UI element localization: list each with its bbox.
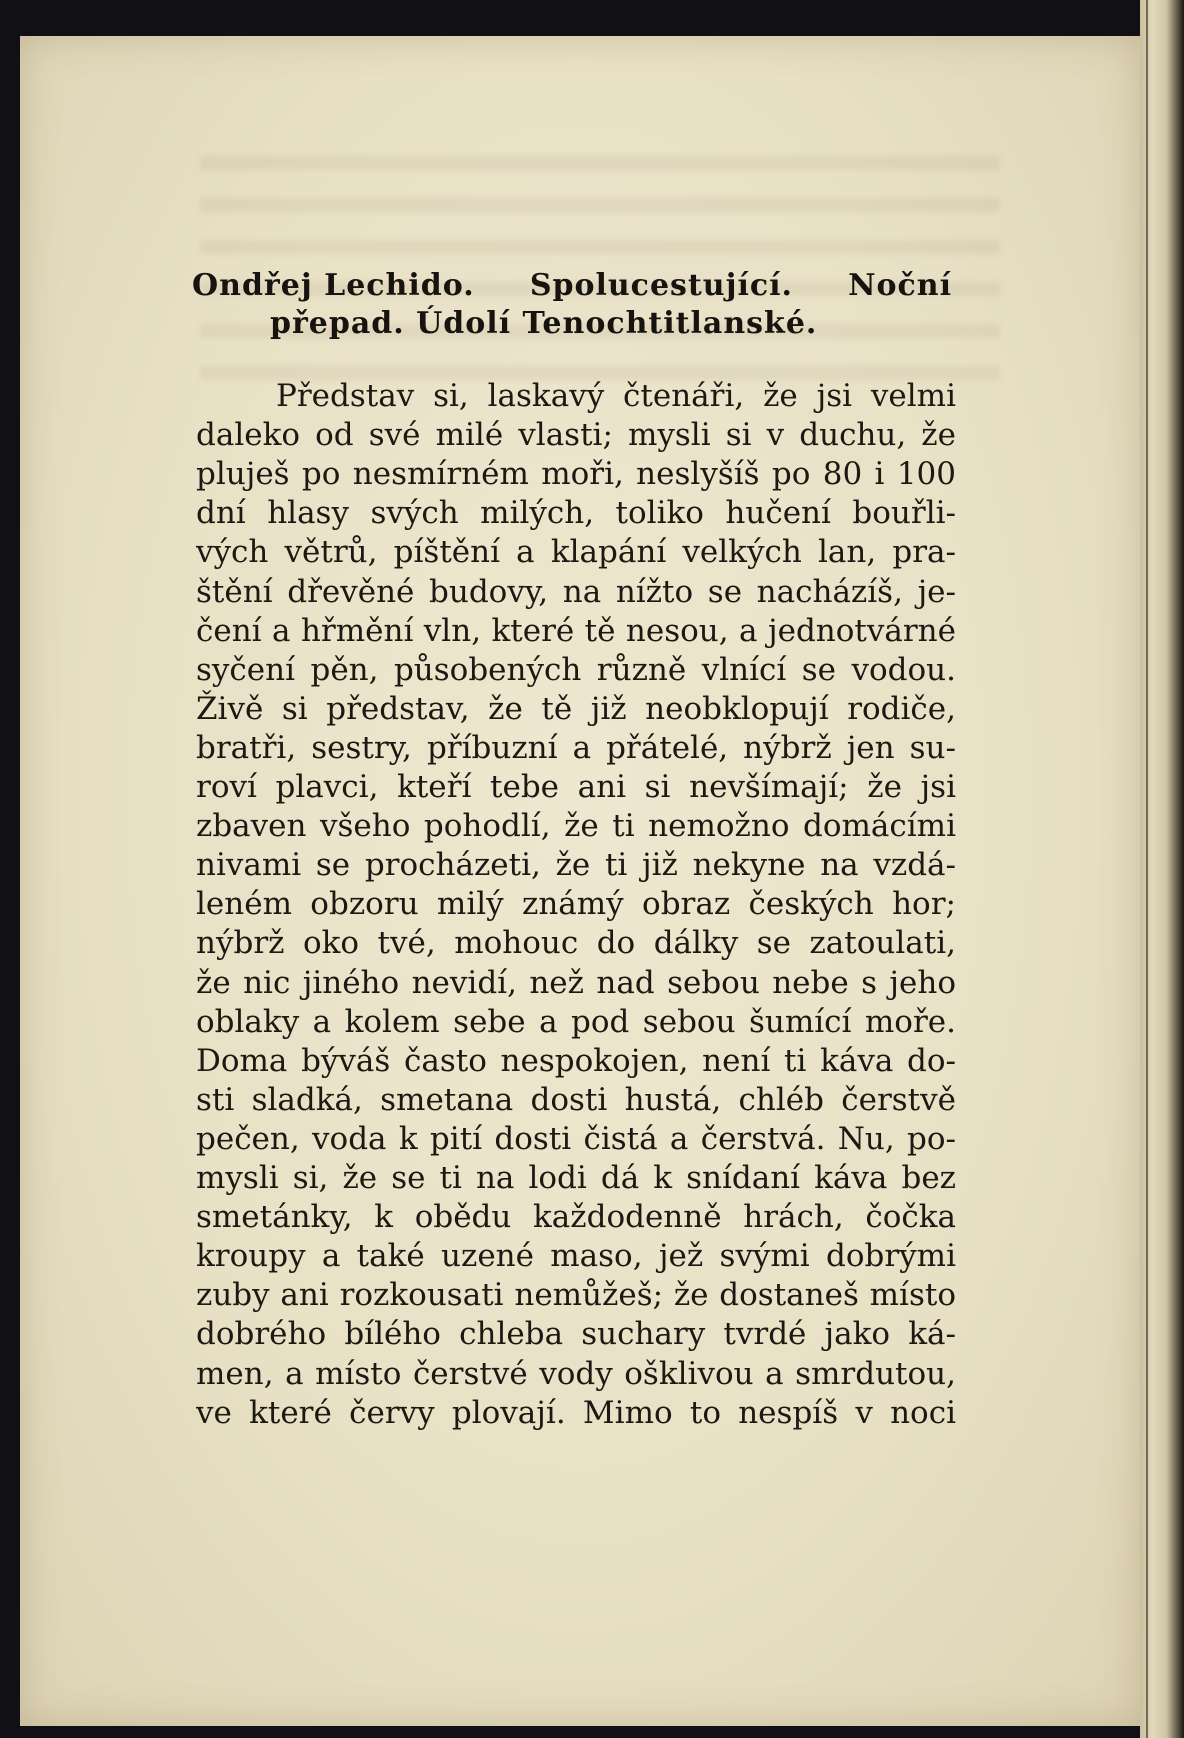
text-line: sti sladká, smetana dosti hustá, chléb čerstvě [196, 1081, 956, 1118]
text-line: Doma býváš často nespokojen, není ti káva do- [196, 1042, 956, 1079]
text-line: pluješ po nesmírném moři, neslyšíš po 80 i 100 [196, 456, 956, 493]
text-line: men, a místo čerstvé vody ošklivou a smrdutou, [196, 1355, 956, 1392]
text-line: roví plavci, kteří tebe ani si nevšímají; že jsi [196, 769, 956, 805]
text-line: pečen, voda k pití dosti čistá a čerstvá. Nu, po- [196, 1120, 956, 1157]
text-line: zuby ani rozkousati nemůžeš; že dostaneš místo [196, 1277, 956, 1314]
text-line: Živě si představ, že tě již neobklopují rodiče, [196, 690, 956, 727]
text-line: smetánky, k obědu každodenně hrách, čočka [196, 1199, 956, 1236]
text-line: nivami se procházeti, že ti již nekyne na vzdá- [196, 847, 956, 884]
text-line: oblaky a kolem sebe a pod sebou šumící moře. [196, 1003, 956, 1040]
text-line: ve které červy plovají. Mimo to nespíš v noci [196, 1394, 956, 1431]
text-line: že nic jiného nevidí, než nad sebou nebe s jeho [196, 964, 956, 1001]
text-line: Představ si, laskavý čtenáři, že jsi velmi [276, 378, 956, 414]
text-line: dní hlasy svých milých, toliko hučení bouřli- [196, 495, 956, 532]
heading-part: Spolucestující. [529, 268, 793, 303]
text-line: bratři, sestry, příbuzní a přátelé, nýbrž jen su- [196, 729, 956, 766]
book-page [20, 36, 1140, 1726]
text-line: leném obzoru milý známý obraz českých hor; [196, 886, 956, 923]
text-line: kroupy a také uzené maso, jež svými dobrými [196, 1238, 956, 1275]
heading-line-1 [192, 268, 952, 303]
gutter-line [1146, 0, 1148, 1738]
text-line: štění dřevěné budovy, na nížto se nacházíš, je- [196, 573, 956, 610]
text-line: vých větrů, píštění a klapání velkých lan, pra- [196, 534, 956, 571]
heading-line-2: přepad. Údolí Tenochtitlanské. [270, 306, 818, 341]
text-line: nýbrž oko tvé, mohouc do dálky se zatoulati, [196, 925, 956, 962]
heading-part: Noční [848, 268, 952, 303]
text-line: daleko od své milé vlasti; mysli si v duchu, že [196, 417, 956, 454]
text-line: syčení pěn, působených různě vlnící se vodou. [196, 651, 956, 688]
text-line: mysli si, že se ti na lodi dá k snídaní káva bez [196, 1160, 956, 1196]
text-line: čení a hřmění vln, které tě nesou, a jednotvárné [196, 612, 956, 649]
heading-part: Ondřej Lechido. [192, 268, 475, 303]
text-line: zbaven všeho pohodlí, že ti nemožno domácími [196, 808, 956, 845]
text-line: dobrého bílého chleba suchary tvrdé jako ká- [196, 1316, 956, 1353]
